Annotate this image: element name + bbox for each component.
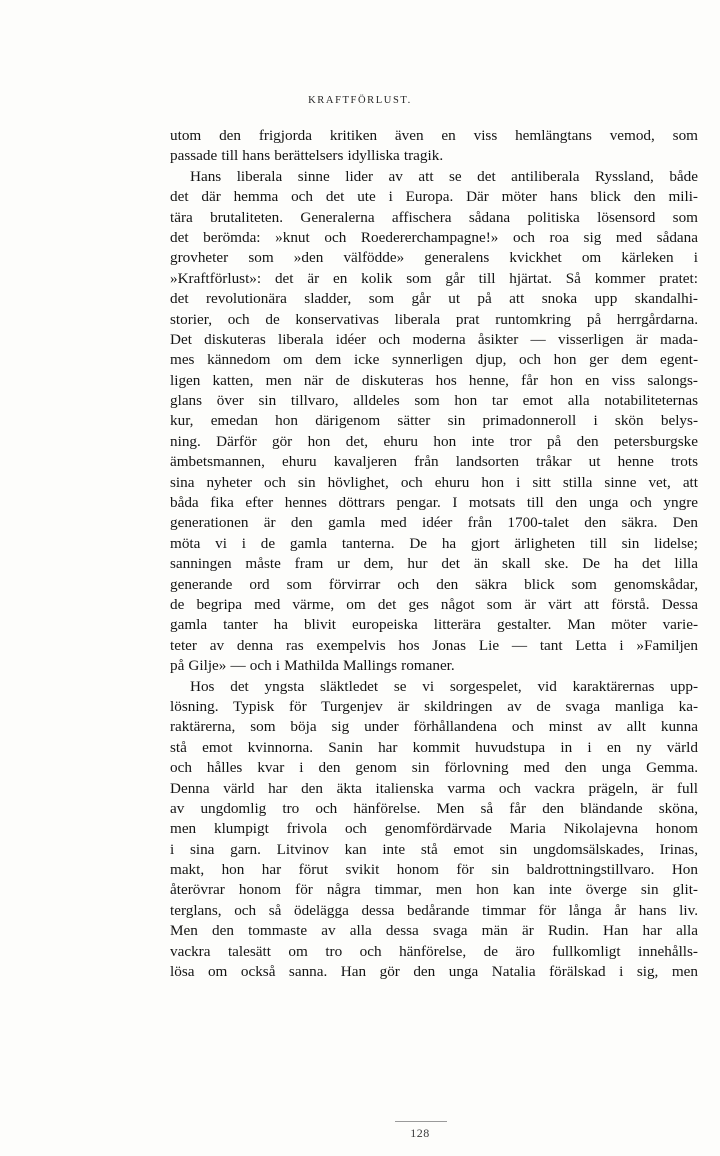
text-line: ligen katten, men när de diskuteras hos henne, får hon en viss salongs- <box>170 371 698 389</box>
text-line: men klumpigt frivola och genomfördärvade Maria Nikolajevna honom <box>170 820 698 838</box>
text-line: på Gilje» — och i Mathilda Mallings romaner. <box>170 657 455 675</box>
text-line: sina nyheter och sin hövlighet, och ehuru hon i sitt stilla sinne vet, att <box>170 473 698 491</box>
text-line: lösa om också sanna. Han gör den unga Natalia förälskad i sig, men <box>170 963 698 981</box>
footer-rule <box>395 1121 447 1122</box>
body-text <box>170 126 698 982</box>
text-line: ämbetsmannen, ehuru kavaljeren från landsorten tråkar ut henne trots <box>170 453 698 471</box>
text-line: möta vi i de gamla tanterna. De ha gjort ärligheten till sin lidelse; <box>170 534 698 552</box>
text-line: Det diskuteras liberala idéer och moderna åsikter — visserligen är mada- <box>170 330 698 348</box>
running-head: KRAFTFÖRLUST. <box>308 95 412 106</box>
text-line: generationen är den gamla med idéer från 1700-talet den säkra. Den <box>170 514 698 532</box>
text-line: makt, hon har förut svikit honom för sin baldrottningstillvaro. Hon <box>170 861 698 879</box>
text-line: de begripa med värme, om det ges något som är värt att förstå. Dessa <box>170 595 698 613</box>
text-line: Hans liberala sinne lider av att se det antiliberala Ryssland, både <box>190 167 698 185</box>
text-line: terglans, och så ödelägga dessa bedårande timmar för långa år hans liv. <box>170 901 698 919</box>
text-line: sanningen måste fram ur dem, hur det än skall ske. De ha det lilla <box>170 555 698 573</box>
text-line: mes kännedom om dem icke synnerligen djup, och hon ger dem egent- <box>170 351 698 369</box>
text-line: och hålles kvar i den genom sin förlovning med den unga Gemma. <box>170 759 698 777</box>
text-line: av ungdomlig tro och hänförelse. Men så får den bländande sköna, <box>170 799 698 817</box>
text-line: generande ord som förvirrar och den säkra blick som genomskådar, <box>170 575 698 593</box>
text-line: ning. Därför gör hon det, ehuru hon inte tror på den petersburgske <box>170 432 698 450</box>
text-line: teter av denna ras exempelvis hos Jonas Lie — tant Letta i »Familjen <box>170 636 698 654</box>
text-line: »Kraftförlust»: det är en kolik som går till hjärtat. Så kommer pratet: <box>170 269 698 287</box>
text-line: utom den frigjorda kritiken även en viss hemlängtans vemod, som <box>170 127 698 144</box>
text-line: grovheter som »den välfödde» generalens kvickhet om kärleken i <box>170 249 698 267</box>
text-line: Hos det yngsta släktledet se vi sorgespelet, vid karaktärernas upp- <box>190 677 698 695</box>
text-line: det revolutionära sladder, som går ut på att snoka upp skandalhi- <box>170 290 698 308</box>
text-line: glans över sin tillvaro, alldeles som hon tar emot alla notabiliteternas <box>170 392 698 410</box>
page-number: 128 <box>410 1126 430 1140</box>
text-line: det där hemma och det ute i Europa. Där möter hans blick den mili- <box>170 188 698 206</box>
text-line: gamla tanter ha blivit europeiska litterära gestalter. Man möter varie- <box>170 616 698 634</box>
text-line: vackra talesätt om tro och hänförelse, de äro fullkomligt innehålls- <box>170 942 698 960</box>
text-line: Denna värld har den äkta italienska varma och vackra prägeln, är full <box>170 779 698 797</box>
text-line: stå emot kvinnorna. Sanin har kommit huvudstupa in i en ny värld <box>170 738 698 756</box>
text-line: kur, emedan hon därigenom sätter sin primadonneroll i skön belys- <box>170 412 698 430</box>
text-line: Men den tommaste av alla dessa svaga män är Rudin. Han har alla <box>170 922 698 940</box>
text-line: återövrar honom för några timmar, men hon kan inte överge sin glit- <box>170 881 698 899</box>
text-line: raktärerna, som böja sig under förhållandena och minst av allt kunna <box>170 718 698 736</box>
text-line: i sina garn. Litvinov kan inte stå emot sin ungdomsälskades, Irinas, <box>170 840 698 858</box>
text-line: tära brutaliteten. Generalerna affischera sådana politiska lösensord som <box>170 208 698 226</box>
text-line: lösning. Typisk för Turgenjev är skildringen av de svaga manliga ka- <box>170 697 698 715</box>
text-line: storier, och de konservativas liberala prat runtomkring på herrgårdarna. <box>170 310 698 328</box>
text-line: det berömda: »knut och Roedererchampagne!» och roa sig med sådana <box>170 228 698 246</box>
text-line: passade till hans berättelsers idylliska tragik. <box>170 147 444 165</box>
text-line: båda fika efter hennes döttrars pengar. I motsats till den unga och yngre <box>170 494 698 512</box>
